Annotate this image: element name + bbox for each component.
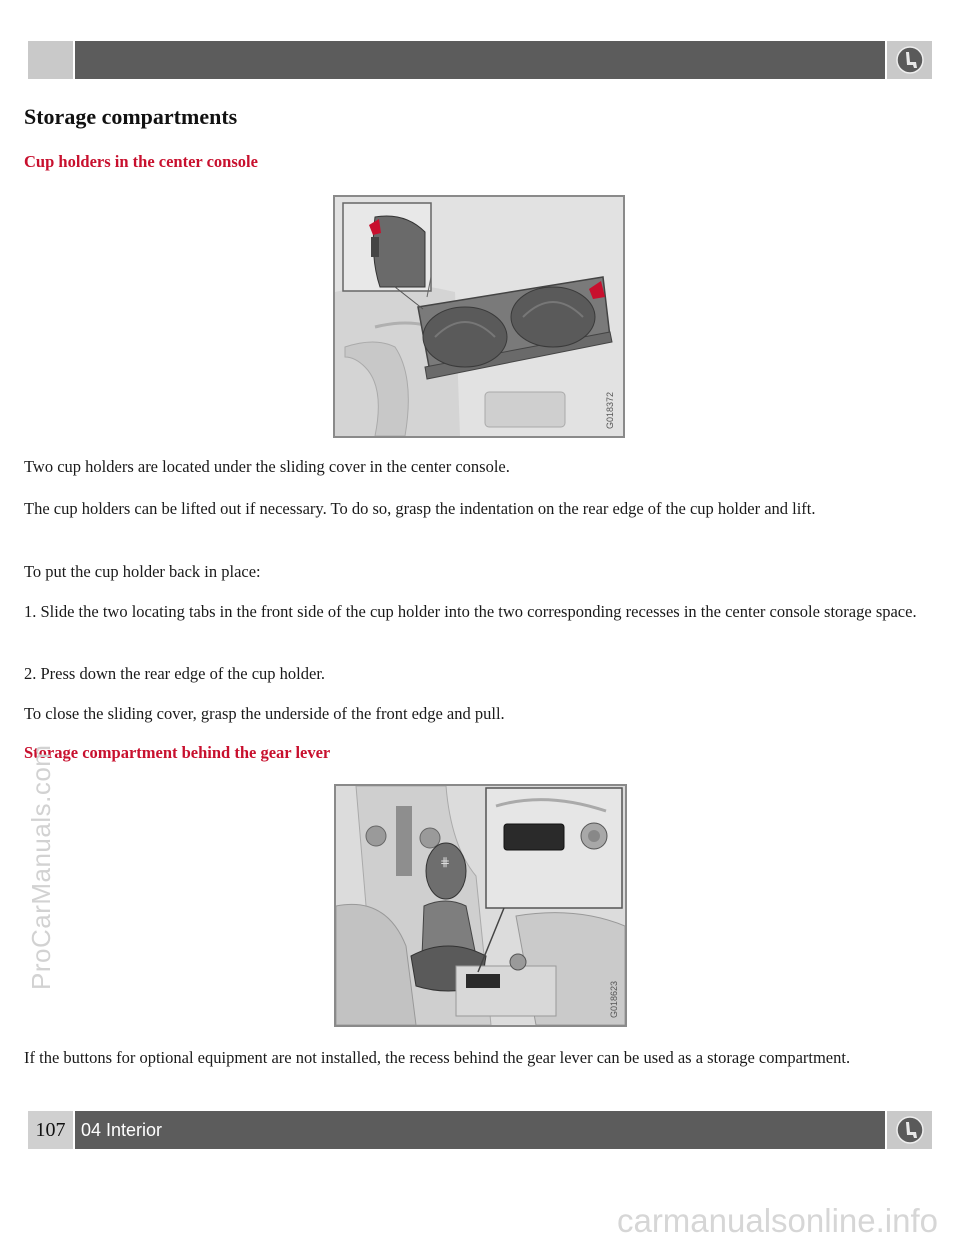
header-long-block: [75, 41, 885, 79]
paragraph-7: If the buttons for optional equipment are not installed, the recess behind the gear lever can be used as a storage compartment.: [24, 1048, 851, 1067]
bottom-watermark: carmanualsonline.info: [616, 1202, 938, 1239]
section-heading-cup-holders: Cup holders in the center console: [24, 152, 258, 171]
gear-lever-storage-illustration: [334, 784, 627, 1027]
figure-code: G018623: [609, 980, 619, 1018]
paragraph-5: 2. Press down the rear edge of the cup holder.: [24, 664, 326, 683]
page-number: 107: [28, 1111, 73, 1149]
figure-code: G018372: [605, 391, 615, 429]
header-bar: [28, 41, 932, 79]
chapter-label: 04 Interior: [81, 1120, 163, 1140]
footer-long-block: [75, 1111, 885, 1149]
page-title: Storage compartments: [24, 104, 238, 129]
seat-icon: [887, 1111, 932, 1149]
footer-bar: [28, 1111, 932, 1149]
side-watermark: ProCarManuals.com: [26, 744, 56, 990]
paragraph-2: The cup holders can be lifted out if necessary. To do so, grasp the indentation on the rear edge of the cup holder and lift.: [24, 499, 816, 518]
paragraph-4: 1. Slide the two locating tabs in the front side of the cup holder into the two corresponding recesses in the center console storage space.: [24, 602, 917, 621]
svg-text:⋕: ⋕: [440, 855, 451, 869]
paragraph-1: Two cup holders are located under the sliding cover in the center console.: [24, 457, 510, 476]
seat-icon: [887, 41, 932, 79]
paragraph-3: To put the cup holder back in place:: [24, 562, 261, 581]
cup-holder-illustration: [333, 195, 625, 438]
paragraph-6: To close the sliding cover, grasp the underside of the front edge and pull.: [24, 704, 505, 723]
header-left-block: [28, 41, 73, 79]
section-heading-gear-lever-storage: Storage compartment behind the gear lever: [24, 743, 331, 762]
